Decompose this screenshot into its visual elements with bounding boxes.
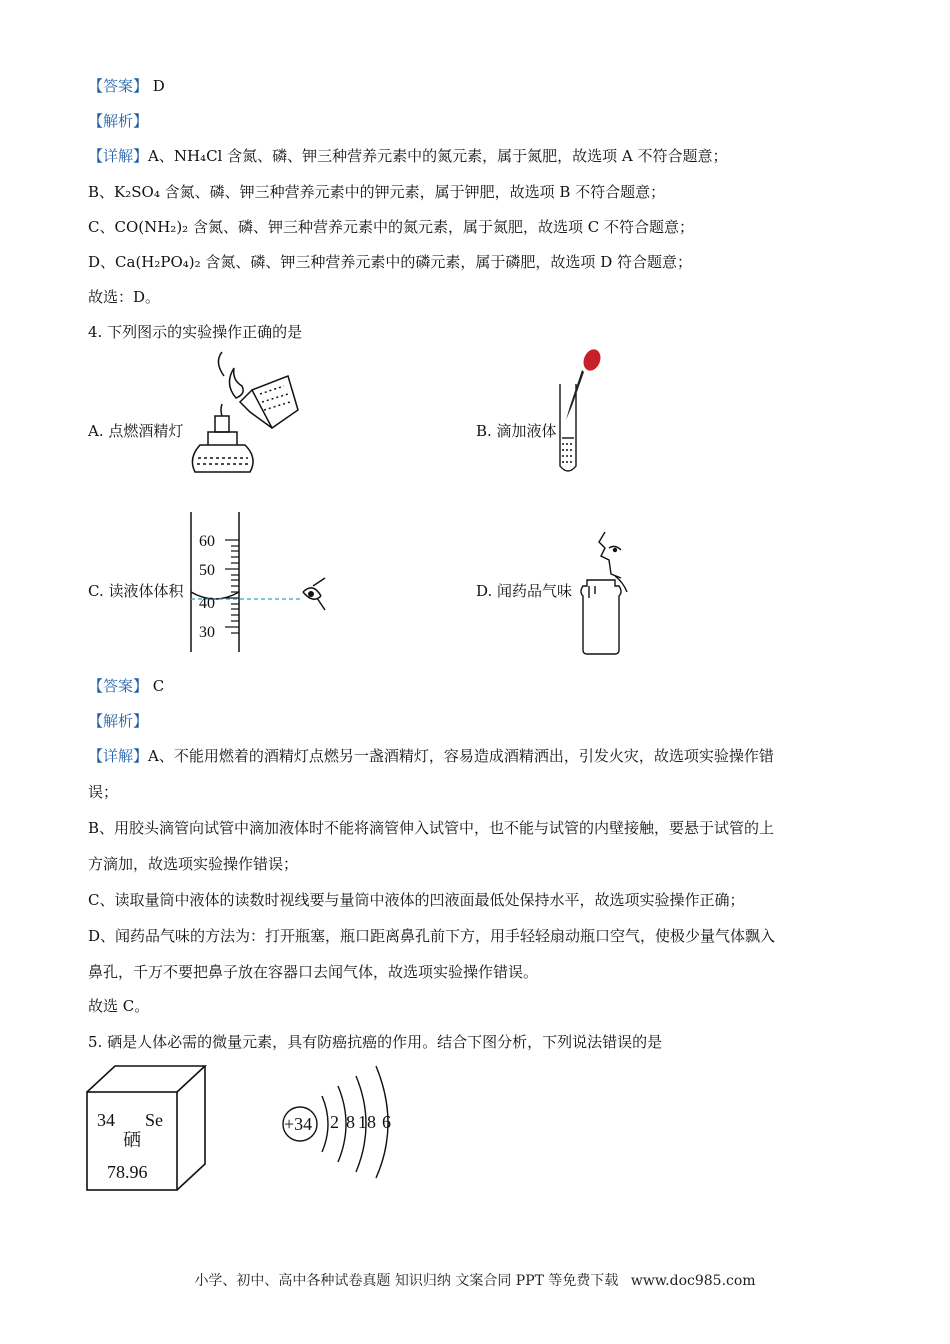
dropper-figure bbox=[548, 348, 608, 476]
q3-conclusion: 故选：D。 bbox=[88, 288, 161, 306]
footer-site-link[interactable]: www.doc985.com bbox=[630, 1273, 756, 1289]
q4-answer-line: 【答案】 C bbox=[88, 677, 165, 695]
q4-stem: 4. 下列图示的实验操作正确的是 bbox=[88, 323, 303, 341]
graduated-cylinder-figure bbox=[185, 510, 335, 655]
q5-stem: 5. 硒是人体必需的微量元素，具有防癌抗癌的作用。结合下图分析，下列说法错误的是 bbox=[88, 1033, 663, 1051]
q4-detail-line-b: B、用胶头滴管向试管中滴加液体时不能将滴管伸入试管中，也不能与试管的内壁接触，要悬于试管的上 bbox=[88, 819, 775, 837]
shell-1-electrons: 2 bbox=[330, 1112, 339, 1132]
option-d-label: D. 闻药品气味 bbox=[476, 582, 573, 600]
q4-detail-line-a: 【详解】A、不能用燃着的酒精灯点燃另一盏酒精灯，容易造成酒精洒出，引发火灾，故选项实验操作错 bbox=[88, 747, 774, 765]
q4-detail-line-d: D、闻药品气味的方法为：打开瓶塞，瓶口距离鼻孔前下方，用手轻轻扇动瓶口空气，使极少量气体飘入 bbox=[88, 927, 776, 945]
shell-4-electrons: 6 bbox=[382, 1112, 391, 1132]
q3-detail-line-c: C、CO(NH₂)₂ 含氮、磷、钾三种营养元素中的氮元素，属于氮肥，故选项 C 不符合题意； bbox=[88, 218, 694, 236]
atomic-number: 34 bbox=[97, 1110, 115, 1130]
answer-value: C bbox=[152, 677, 165, 695]
option-b-label: B. 滴加液体 bbox=[476, 422, 557, 440]
answer-value: D bbox=[152, 77, 165, 95]
dropper-bulb bbox=[580, 348, 603, 373]
q3-detail-line-b: B、K₂SO₄ 含氮、磷、钾三种营养元素中的钾元素，属于钾肥，故选项 B 不符合题意； bbox=[88, 183, 666, 201]
q3-detail-line-d: D、Ca(H₂PO₄)₂ 含氮、磷、钾三种营养元素中的磷元素，属于磷肥，故选项 D 符合题意； bbox=[88, 253, 692, 271]
element-symbol: Se bbox=[145, 1110, 163, 1130]
q4-detail-line-d-cont: 鼻孔，千万不要把鼻子放在容器口去闻气体，故选项实验操作错误。 bbox=[88, 963, 539, 981]
q4-detail-line-c: C、读取量筒中液体的读数时视线要与量筒中液体的凹液面最低处保持水平，故选项实验操作正确； bbox=[88, 891, 745, 909]
nucleus-charge: +34 bbox=[284, 1114, 313, 1134]
option-c-label: C. 读液体体积 bbox=[88, 582, 184, 600]
tick-label-60: 60 bbox=[199, 533, 215, 550]
tick-label-40: 40 bbox=[199, 595, 215, 612]
q3-analysis-tag: 【解析】 bbox=[88, 112, 149, 130]
element-cell-figure bbox=[85, 1064, 213, 1194]
q4-detail-line-b-cont: 方滴加，故选项实验操作错误； bbox=[88, 855, 299, 873]
q3-answer-line bbox=[88, 76, 165, 96]
atomic-mass: 78.96 bbox=[107, 1162, 148, 1182]
q3-detail-line-a: 【详解】A、NH₄Cl 含氮、磷、钾三种营养元素中的氮元素，属于氮肥，故选项 A 不符合题意； bbox=[88, 147, 728, 165]
alcohol-lamp-figure bbox=[180, 350, 310, 480]
q4-analysis-tag: 【解析】 bbox=[88, 712, 149, 730]
shell-3-electrons: 18 bbox=[358, 1112, 376, 1132]
footer-text: 小学、初中、高中各种试卷真题 知识归纳 文案合同 PPT 等免费下载 bbox=[194, 1273, 619, 1289]
atomic-structure-figure bbox=[280, 1060, 410, 1180]
smell-bottle-figure bbox=[575, 530, 635, 655]
shell-2-electrons: 8 bbox=[346, 1112, 355, 1132]
element-name: 硒 bbox=[123, 1130, 141, 1150]
answer-tag: 【答案】 bbox=[88, 77, 149, 95]
q4-conclusion: 故选 C。 bbox=[88, 997, 150, 1015]
option-a-label: A. 点燃酒精灯 bbox=[88, 422, 184, 440]
tick-label-30: 30 bbox=[199, 624, 215, 641]
q4-detail-line-a-cont: 误； bbox=[88, 783, 119, 801]
tick-label-50: 50 bbox=[199, 562, 215, 579]
page-footer bbox=[0, 1270, 950, 1290]
